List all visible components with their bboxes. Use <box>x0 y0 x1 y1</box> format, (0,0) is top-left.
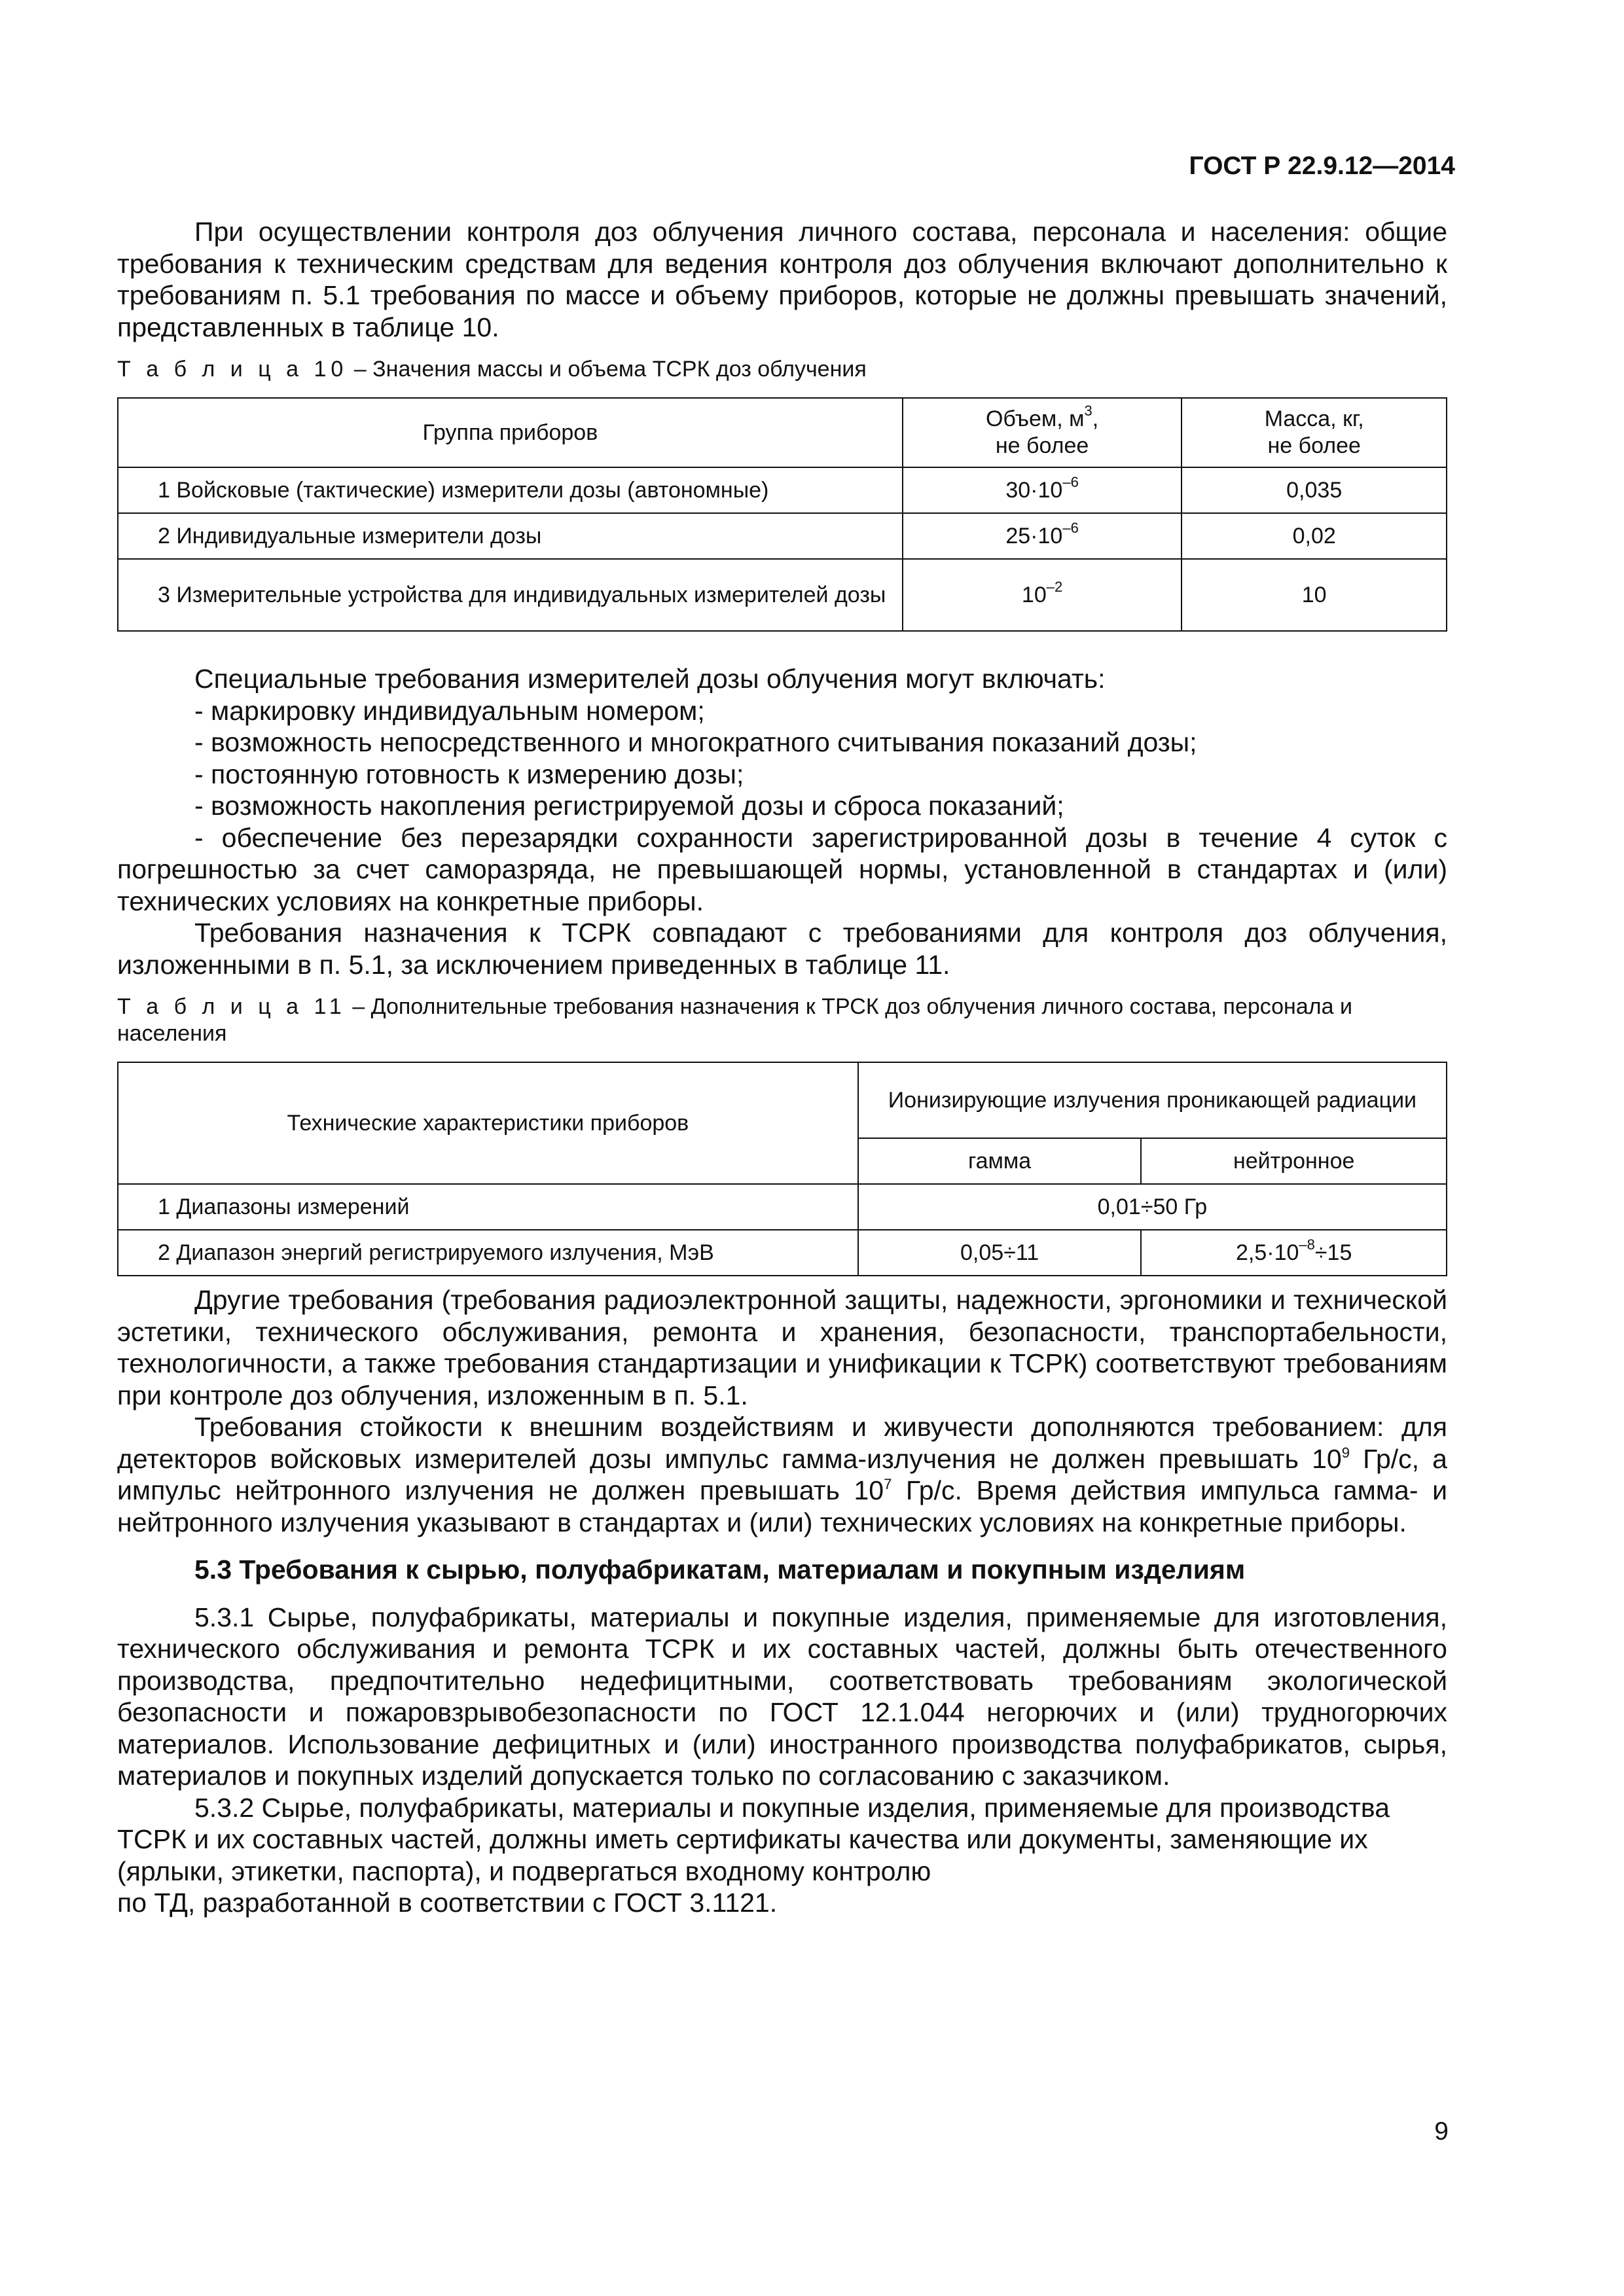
table10-row3-group: 3 Измерительные устройства для индивидуальных измерителей дозы <box>118 559 903 631</box>
page-number: 9 <box>1434 2117 1449 2145</box>
volume-header-comma: , <box>1092 406 1099 431</box>
table10-row1-mass: 0,035 <box>1182 467 1447 513</box>
table10-row2-volume <box>903 513 1182 559</box>
table11-caption-label: Т а б л и ц а 11 <box>117 994 346 1019</box>
table-row <box>118 1184 1447 1230</box>
table11-subheader-gamma: гамма <box>858 1138 1142 1184</box>
table10-header-row <box>118 398 1447 467</box>
table10 <box>117 397 1447 632</box>
resistance-exp-1: 9 <box>1341 1444 1350 1461</box>
table-row <box>118 1230 1447 1276</box>
other-requirements-paragraph: Другие требования (требования радиоэлектронной защиты, надежности, эргономики и технической эстетики, технического обслуживания, ремонта и хранения, безопасности, транспортабельности, технологичности, а также требования стандартизации и унификации к ТСРК) соответствуют требованиям при контроле доз облучения, изложенным в п. 5.1. <box>117 1285 1447 1410</box>
volume-exp: –2 <box>1046 578 1063 595</box>
table10-col-volume-header <box>903 398 1182 467</box>
resistance-text-1: Требования стойкости к внешним воздействиям и живучести дополняются требованием: для детекторов войсковых измерителей дозы импульс гамма-излучения не должен превышать 10 <box>117 1412 1447 1474</box>
mass-header-text: Масса, кг, <box>1264 406 1364 431</box>
section-5-3-2-paragraph: 5.3.2 Сырье, полуфабрикаты, материалы и покупные изделия, применяемые для производства ТСРК и их составных частей, должны иметь сертификаты качества или документы, заменяющие их (ярлыки, этикетки, паспорта), и подвергаться входному контролю <box>117 1792 1390 1886</box>
table10-caption-dash: – <box>348 357 373 382</box>
table10-row3-mass: 10 <box>1182 559 1447 631</box>
list-item: - обеспечение без перезарядки сохранности зарегистрированной дозы в течение 4 суток с погрешностью за счет саморазряда, не превышающей нормы, установленной в стандартах и (или) технических условиях на конкретные приборы. <box>117 822 1447 916</box>
section-5-3-2-paragraph-end: по ТД, разработанной в соответствии с ГОСТ 3.1121. <box>117 1888 778 1918</box>
list-item: - возможность накопления регистрируемой дозы и сброса показаний; <box>194 791 1064 821</box>
volume-base: 25·10 <box>1005 523 1063 548</box>
list-item: - маркировку индивидуальным номером; <box>194 695 705 726</box>
list-item: - постоянную готовность к измерению дозы; <box>194 759 744 789</box>
table11-subheader-neutron: нейтронное <box>1141 1138 1447 1184</box>
special-requirements-intro: Специальные требования измерителей дозы облучения могут включать: <box>194 664 1106 694</box>
volume-header-limit: не более <box>995 433 1089 458</box>
table10-caption-label: Т а б л и ц а 10 <box>117 357 348 382</box>
table10-row2-mass: 0,02 <box>1182 513 1447 559</box>
mass-header-limit: не более <box>1267 433 1361 458</box>
resistance-paragraph <box>117 1411 1447 1538</box>
list-item: - возможность непосредственного и многократного считывания показаний дозы; <box>194 727 1197 757</box>
table11 <box>117 1062 1447 1276</box>
table11-row2-label: 2 Диапазон энергий регистрируемого излучения, МэВ <box>118 1230 858 1276</box>
table11-row2-gamma: 0,05÷11 <box>858 1230 1142 1276</box>
table-row <box>118 467 1447 513</box>
neutron-range-end: ÷15 <box>1314 1240 1352 1265</box>
volume-exp: –6 <box>1062 473 1079 490</box>
table10-row1-volume <box>903 467 1182 513</box>
table10-caption <box>117 356 1447 383</box>
table11-row2-neutron <box>1141 1230 1447 1276</box>
table10-col-group-header: Группа приборов <box>118 398 903 467</box>
table10-row1-group: 1 Войсковые (тактические) измерители дозы (автономные) <box>118 467 903 513</box>
volume-header-text: Объем, м <box>985 406 1085 431</box>
table11-caption-dash: – <box>346 994 371 1019</box>
neutron-base: 2,5·10 <box>1236 1240 1299 1265</box>
table11-caption <box>117 994 1447 1047</box>
neutron-exp: –8 <box>1299 1236 1315 1253</box>
table11-group-header: Ионизирующие излучения проникающей радиации <box>858 1062 1447 1138</box>
resistance-text-2: Гр/с, а импульс нейтронного излучения не должен превышать 10 <box>117 1443 1447 1505</box>
document-body <box>117 216 1447 1919</box>
volume-base: 10 <box>1021 582 1047 607</box>
resistance-exp-2: 7 <box>884 1476 892 1492</box>
section-5-3-1-paragraph: 5.3.1 Сырье, полуфабрикаты, материалы и покупные изделия, применяемые для изготовления, технического обслуживания и ремонта ТСРК и их составных частей, должны быть отечественного производства, предпочтительно недефицитными, соответствовать требованиям экологической безопасности и пожаровзрывобезопасности по ГОСТ 12.1.044 негорючих и (или) трудногорючих материалов. Использование дефицитных и (или) иностранного производства полуфабрикатов, сырья, материалов и покупных изделий допускается только по согласованию с заказчиком. <box>117 1602 1447 1791</box>
table-row <box>118 513 1447 559</box>
table11-row1-value: 0,01÷50 Гр <box>858 1184 1447 1230</box>
volume-base: 30·10 <box>1005 477 1063 503</box>
document-header: ГОСТ Р 22.9.12—2014 <box>1189 152 1455 180</box>
table10-row2-group: 2 Индивидуальные измерители дозы <box>118 513 903 559</box>
table11-caption-text: Дополнительные требования назначения к ТРСК доз облучения личного состава, персонала и населения <box>117 994 1352 1046</box>
table11-col-characteristics-header: Технические характеристики приборов <box>118 1062 858 1184</box>
table10-caption-text: Значения массы и объема ТСРК доз облучения <box>372 357 867 382</box>
volume-exp: –6 <box>1062 519 1079 536</box>
table11-header-row <box>118 1062 1447 1138</box>
table10-row3-volume <box>903 559 1182 631</box>
table-row <box>118 559 1447 631</box>
purpose-paragraph: Требования назначения к ТСРК совпадают с требованиями для контроля доз облучения, изложенными в п. 5.1, за исключением приведенных в таблице 11. <box>117 918 1447 980</box>
section-5-3-heading: 5.3 Требования к сырью, полуфабрикатам, материалам и покупным изделиям <box>194 1554 1246 1585</box>
table11-row1-label: 1 Диапазоны измерений <box>118 1184 858 1230</box>
volume-header-sup: 3 <box>1084 403 1092 419</box>
intro-paragraph: При осуществлении контроля доз облучения личного состава, персонала и населения: общие требования к техническим средствам для ведения контроля доз облучения включают дополнительно к требованиям п. 5.1 требования по массе и объему приборов, которые не должны превышать значений, представленных в таблице 10. <box>117 217 1447 342</box>
table10-col-mass-header <box>1182 398 1447 467</box>
resistance-text-3: Гр/с. Время действия импульса гамма- и нейтронного излучения указывают в стандартах и (или) технических условиях на конкретные приборы. <box>117 1475 1447 1537</box>
